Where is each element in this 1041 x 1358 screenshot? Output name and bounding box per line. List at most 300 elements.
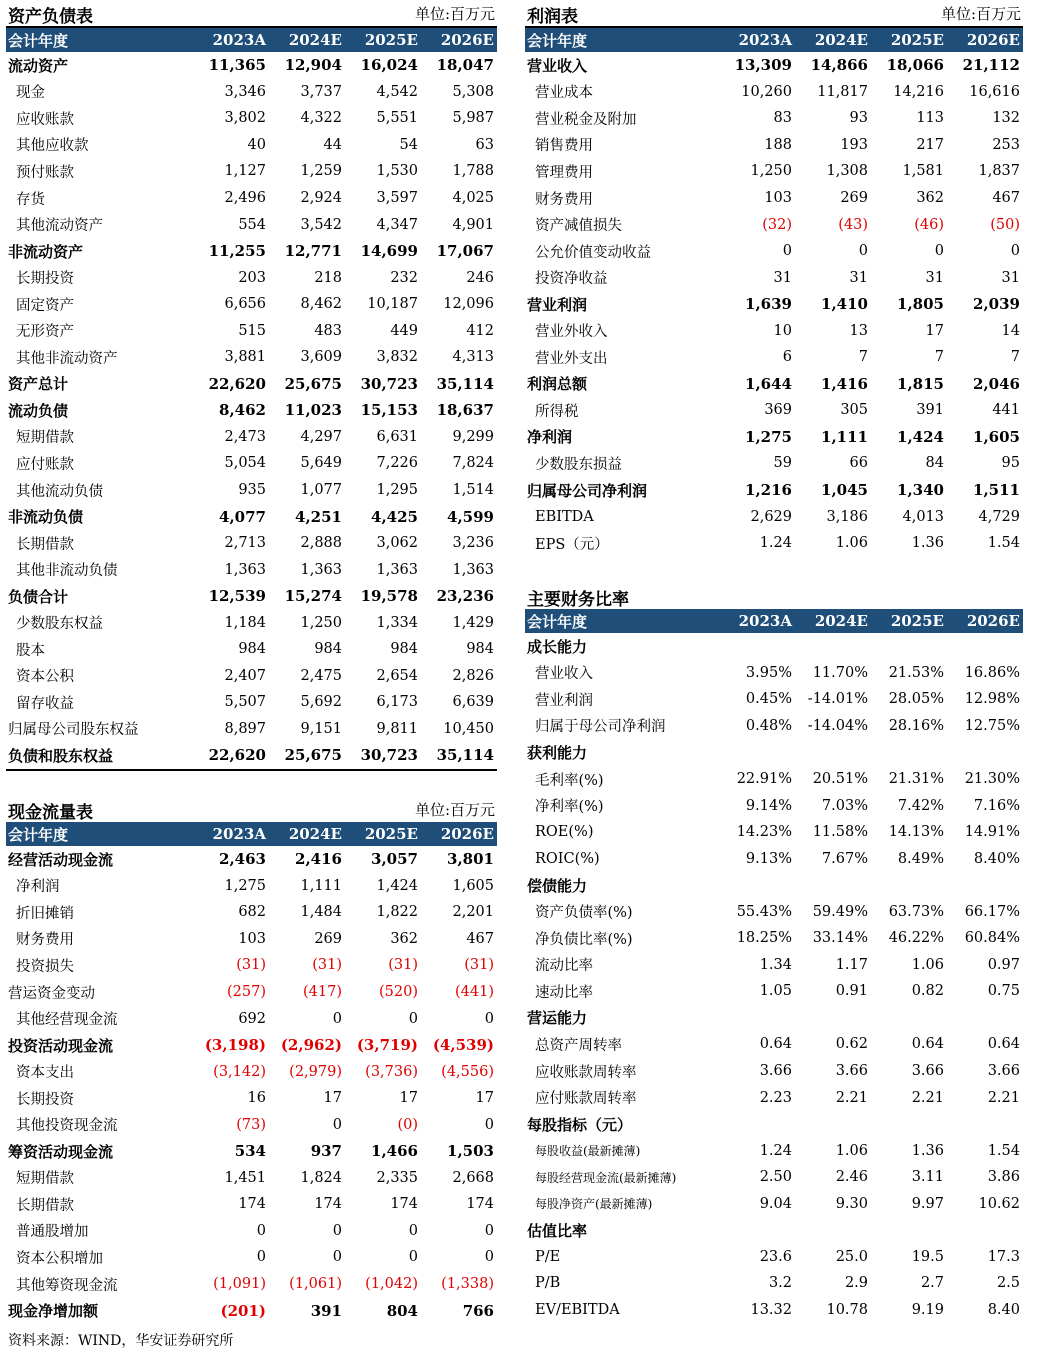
row-label: 流动负债 bbox=[8, 401, 69, 420]
value-cell: 3,062 bbox=[376, 535, 418, 552]
value-cell: 3,057 bbox=[371, 850, 418, 869]
value-cell: 2.21 bbox=[911, 1089, 944, 1106]
table-row bbox=[6, 1032, 497, 1059]
value-cell: 40 bbox=[247, 136, 266, 153]
value-cell: 3.2 bbox=[768, 1275, 792, 1292]
row-label: 毛利率(%) bbox=[535, 772, 604, 789]
row-label: P/E bbox=[535, 1248, 561, 1265]
value-cell: 66 bbox=[849, 455, 868, 472]
value-cell: 2,924 bbox=[300, 190, 342, 206]
table-row bbox=[525, 1137, 1023, 1164]
value-cell: 18,637 bbox=[436, 401, 494, 420]
value-cell: 1.05 bbox=[759, 983, 792, 1000]
empty-cell bbox=[947, 633, 1023, 660]
value-cell: 31 bbox=[1001, 269, 1020, 286]
row-label: 资产减值损失 bbox=[535, 218, 622, 235]
value-cell: 7.42% bbox=[897, 797, 944, 814]
value-cell: 0.97 bbox=[987, 956, 1020, 973]
value-cell: (31) bbox=[312, 957, 342, 974]
value-cell: 55.43% bbox=[736, 903, 792, 920]
value-cell: 30,723 bbox=[360, 374, 418, 393]
table-row bbox=[6, 846, 497, 873]
row-label: 净负债比率(%) bbox=[535, 931, 633, 948]
row-label: 长期借款 bbox=[16, 1197, 74, 1214]
value-cell: 2,039 bbox=[973, 295, 1020, 314]
value-cell: 17 bbox=[323, 1090, 342, 1107]
value-cell: 11,365 bbox=[208, 56, 266, 75]
value-cell: 1,815 bbox=[897, 374, 944, 393]
value-cell: 0.75 bbox=[987, 983, 1020, 1000]
value-cell: 391 bbox=[916, 402, 944, 419]
value-cell: 1,639 bbox=[745, 295, 792, 314]
cashflow-panel bbox=[6, 796, 497, 1324]
table-row bbox=[6, 132, 497, 159]
value-cell: 0.91 bbox=[835, 983, 868, 1000]
value-cell: 14,216 bbox=[893, 83, 944, 100]
table-row bbox=[6, 1191, 497, 1218]
row-label: 应收账款 bbox=[16, 111, 74, 128]
value-cell: 1.24 bbox=[759, 535, 792, 552]
value-cell: 63 bbox=[475, 136, 494, 153]
table-row bbox=[525, 1031, 1023, 1058]
table-row bbox=[6, 317, 497, 344]
header-year: 2026E bbox=[947, 609, 1023, 633]
value-cell: 14 bbox=[1001, 322, 1020, 339]
empty-cell bbox=[719, 1005, 795, 1032]
value-cell: 203 bbox=[238, 269, 266, 286]
value-cell: 11.58% bbox=[812, 824, 868, 841]
value-cell: 2,046 bbox=[973, 374, 1020, 393]
table-row bbox=[525, 633, 1023, 660]
value-cell: 412 bbox=[466, 322, 494, 339]
value-cell: 14.91% bbox=[964, 824, 1020, 841]
row-label: 无形资产 bbox=[16, 324, 74, 341]
row-label: 应付账款 bbox=[16, 456, 74, 473]
income-statement-title: 利润表 bbox=[527, 7, 578, 27]
value-cell: (73) bbox=[236, 1116, 266, 1133]
row-label: 营业税金及附加 bbox=[535, 111, 637, 128]
row-label: 长期投资 bbox=[16, 271, 74, 288]
value-cell: 1,259 bbox=[300, 163, 342, 180]
empty-cell bbox=[947, 739, 1023, 766]
row-label: 非流动资产 bbox=[8, 242, 84, 261]
value-cell: 1,363 bbox=[452, 561, 494, 578]
value-cell: 7 bbox=[858, 349, 868, 366]
table-row bbox=[525, 713, 1023, 740]
value-cell: 692 bbox=[238, 1010, 266, 1027]
table-row bbox=[6, 926, 497, 953]
table-row bbox=[6, 1005, 497, 1032]
value-cell: 59.49% bbox=[812, 903, 868, 920]
value-cell: 16.86% bbox=[964, 664, 1020, 681]
value-cell: 2.23 bbox=[759, 1089, 792, 1106]
value-cell: 3.66 bbox=[987, 1063, 1020, 1080]
row-label: 获利能力 bbox=[527, 743, 588, 762]
value-cell: 2,475 bbox=[300, 667, 342, 684]
value-cell: 4,251 bbox=[295, 507, 342, 526]
table-row bbox=[6, 344, 497, 371]
row-label: ROIC(%) bbox=[535, 850, 600, 867]
header-label: 会计年度 bbox=[6, 28, 193, 52]
value-cell: 1,127 bbox=[224, 163, 266, 180]
value-cell: 19,578 bbox=[360, 587, 418, 606]
value-cell: 0 bbox=[256, 1249, 266, 1266]
value-cell: 21.53% bbox=[888, 664, 944, 681]
row-label: 负债合计 bbox=[8, 587, 69, 606]
cashflow-title-row bbox=[6, 796, 497, 822]
value-cell: 12,096 bbox=[443, 296, 494, 313]
table-row bbox=[525, 872, 1023, 899]
header-year: 2024E bbox=[269, 822, 345, 846]
value-cell: 3.66 bbox=[911, 1063, 944, 1080]
value-cell: 766 bbox=[462, 1301, 494, 1320]
value-cell: 1,581 bbox=[902, 163, 944, 180]
value-cell: 0 bbox=[484, 1222, 494, 1239]
row-label: 营运能力 bbox=[527, 1009, 588, 1028]
value-cell: 0 bbox=[408, 1222, 418, 1239]
value-cell: 7.67% bbox=[821, 850, 868, 867]
value-cell: 4,901 bbox=[452, 216, 494, 233]
value-cell: 449 bbox=[390, 322, 418, 339]
value-cell: 1,644 bbox=[745, 374, 792, 393]
table-row bbox=[6, 742, 497, 770]
table-row bbox=[525, 1270, 1023, 1297]
value-cell: 66.17% bbox=[964, 903, 1020, 920]
value-cell: 8.49% bbox=[897, 850, 944, 867]
value-cell: 1.36 bbox=[911, 535, 944, 552]
value-cell: 93 bbox=[849, 110, 868, 127]
table-row bbox=[525, 845, 1023, 872]
empty-cell bbox=[871, 1005, 947, 1032]
empty-cell bbox=[795, 1005, 871, 1032]
value-cell: 305 bbox=[840, 402, 868, 419]
value-cell: 10,450 bbox=[443, 720, 494, 737]
table-row bbox=[6, 158, 497, 185]
table-header-row bbox=[525, 609, 1023, 633]
value-cell: 12.75% bbox=[964, 717, 1020, 734]
value-cell: 1,837 bbox=[978, 163, 1020, 180]
value-cell: 19.5 bbox=[911, 1248, 944, 1265]
value-cell: 54 bbox=[399, 136, 418, 153]
value-cell: 9.30 bbox=[835, 1195, 868, 1212]
value-cell: (1,042) bbox=[365, 1276, 418, 1293]
row-label: 投资损失 bbox=[16, 958, 74, 975]
row-label: 资本公积增加 bbox=[16, 1250, 103, 1267]
value-cell: 28.05% bbox=[888, 691, 944, 708]
header-year: 2026E bbox=[421, 28, 497, 52]
row-label: 投资活动现金流 bbox=[8, 1036, 114, 1055]
table-header-row bbox=[6, 28, 497, 52]
value-cell: 5,308 bbox=[452, 83, 494, 100]
value-cell: (3,719) bbox=[356, 1036, 418, 1055]
table-row bbox=[6, 952, 497, 979]
table-row bbox=[6, 873, 497, 900]
value-cell: 17.3 bbox=[987, 1248, 1020, 1265]
income-statement-unit: 单位:百万元 bbox=[940, 5, 1021, 23]
ratios-title-row bbox=[525, 583, 1023, 609]
value-cell: (32) bbox=[762, 216, 792, 233]
empty-cell bbox=[947, 872, 1023, 899]
value-cell: 10 bbox=[773, 322, 792, 339]
value-cell: 0 bbox=[332, 1010, 342, 1027]
value-cell: 362 bbox=[390, 930, 418, 947]
table-row bbox=[6, 1244, 497, 1271]
table-row bbox=[6, 1111, 497, 1138]
row-label: 营业外支出 bbox=[535, 350, 608, 367]
value-cell: 1,111 bbox=[300, 877, 342, 894]
empty-cell bbox=[947, 1217, 1023, 1244]
empty-cell bbox=[795, 872, 871, 899]
row-label: 其他投资现金流 bbox=[16, 1118, 118, 1135]
value-cell: 174 bbox=[314, 1196, 342, 1213]
value-cell: 14.23% bbox=[736, 824, 792, 841]
value-cell: 16,616 bbox=[969, 83, 1020, 100]
value-cell: (1,091) bbox=[213, 1276, 266, 1293]
value-cell: 11,023 bbox=[284, 401, 342, 420]
value-cell: 13,309 bbox=[734, 56, 792, 75]
value-cell: 4,542 bbox=[376, 83, 418, 100]
value-cell: 5,692 bbox=[300, 694, 342, 711]
value-cell: 21,112 bbox=[962, 56, 1020, 75]
row-label: EBITDA bbox=[535, 508, 594, 525]
value-cell: 0 bbox=[332, 1222, 342, 1239]
value-cell: 12.98% bbox=[964, 691, 1020, 708]
value-cell: 132 bbox=[992, 110, 1020, 127]
value-cell: 1,484 bbox=[300, 904, 342, 921]
value-cell: 14,866 bbox=[810, 56, 868, 75]
balance-sheet-title: 资产负债表 bbox=[8, 7, 93, 27]
value-cell: (4,539) bbox=[432, 1036, 494, 1055]
value-cell: 3,236 bbox=[452, 535, 494, 552]
value-cell: 467 bbox=[466, 930, 494, 947]
value-cell: 103 bbox=[764, 190, 792, 206]
table-row bbox=[6, 583, 497, 610]
value-cell: 1,424 bbox=[897, 427, 944, 446]
value-cell: 44 bbox=[323, 136, 342, 153]
row-label: 财务费用 bbox=[16, 932, 74, 949]
table-row bbox=[525, 766, 1023, 793]
value-cell: 1.36 bbox=[911, 1142, 944, 1159]
row-label: 留存收益 bbox=[16, 695, 74, 712]
value-cell: 1,334 bbox=[376, 614, 418, 631]
value-cell: 3.66 bbox=[835, 1063, 868, 1080]
value-cell: 2,713 bbox=[224, 535, 266, 552]
balance-sheet-panel bbox=[6, 0, 497, 771]
value-cell: 391 bbox=[310, 1301, 342, 1320]
value-cell: 35,114 bbox=[421, 742, 497, 770]
value-cell: 232 bbox=[390, 269, 418, 286]
value-cell: 18,047 bbox=[436, 56, 494, 75]
value-cell: 1,530 bbox=[376, 163, 418, 180]
table-header-row bbox=[525, 28, 1023, 52]
value-cell: 2,463 bbox=[219, 850, 266, 869]
table-row bbox=[525, 925, 1023, 952]
value-cell: 7 bbox=[934, 349, 944, 366]
value-cell: 1,275 bbox=[745, 427, 792, 446]
value-cell: (1,061) bbox=[289, 1276, 342, 1293]
value-cell: 441 bbox=[992, 402, 1020, 419]
value-cell: (257) bbox=[227, 984, 266, 1000]
table-row bbox=[525, 1005, 1023, 1032]
value-cell: 17 bbox=[925, 322, 944, 339]
header-year: 2023A bbox=[719, 609, 795, 633]
value-cell: 5,507 bbox=[224, 694, 266, 711]
table-row bbox=[6, 185, 497, 212]
table-row bbox=[525, 79, 1023, 106]
value-cell: 0.45% bbox=[745, 691, 792, 708]
value-cell: 1,605 bbox=[973, 427, 1020, 446]
income-statement-panel bbox=[525, 0, 1023, 556]
value-cell: (3,736) bbox=[365, 1063, 418, 1080]
value-cell: 4,322 bbox=[300, 110, 342, 127]
row-label: 归属母公司股东权益 bbox=[8, 722, 139, 739]
value-cell: 9.13% bbox=[745, 850, 792, 867]
table-row bbox=[525, 952, 1023, 979]
value-cell: 12,904 bbox=[284, 56, 342, 75]
row-label: 其他流动负债 bbox=[16, 483, 103, 500]
value-cell: 6 bbox=[782, 349, 792, 366]
value-cell: 21.30% bbox=[964, 771, 1020, 787]
table-row bbox=[6, 238, 497, 265]
row-label: 资产负债率(%) bbox=[535, 905, 633, 922]
value-cell: 6,173 bbox=[376, 694, 418, 711]
value-cell: 23,236 bbox=[436, 587, 494, 606]
table-row bbox=[525, 660, 1023, 687]
cashflow-unit: 单位:百万元 bbox=[414, 801, 495, 819]
value-cell: 7 bbox=[1010, 349, 1020, 366]
value-cell: 25,675 bbox=[284, 374, 342, 393]
table-row bbox=[6, 1138, 497, 1165]
table-row bbox=[6, 79, 497, 106]
value-cell: 217 bbox=[916, 136, 944, 153]
table-row bbox=[525, 185, 1023, 212]
value-cell: 193 bbox=[840, 136, 868, 153]
empty-cell bbox=[795, 1217, 871, 1244]
value-cell: 269 bbox=[840, 190, 868, 206]
table-row bbox=[6, 291, 497, 318]
value-cell: 25,675 bbox=[269, 742, 345, 770]
row-label: 偿债能力 bbox=[527, 876, 588, 895]
value-cell: 4,425 bbox=[371, 507, 418, 526]
value-cell: 0.64 bbox=[759, 1036, 792, 1053]
table-row bbox=[6, 1058, 497, 1085]
empty-cell bbox=[795, 633, 871, 660]
value-cell: 0.64 bbox=[987, 1036, 1020, 1053]
value-cell: 46.22% bbox=[888, 930, 944, 947]
value-cell: 60.84% bbox=[964, 930, 1020, 947]
value-cell: 984 bbox=[238, 641, 266, 658]
row-label: 预付账款 bbox=[16, 164, 74, 181]
row-label: 所得税 bbox=[535, 403, 579, 420]
value-cell: 2.9 bbox=[844, 1275, 868, 1292]
row-label: 流动比率 bbox=[535, 958, 593, 975]
value-cell: 534 bbox=[234, 1142, 266, 1161]
row-label: 营业外收入 bbox=[535, 324, 608, 341]
table-row bbox=[525, 132, 1023, 159]
value-cell: 269 bbox=[314, 930, 342, 947]
row-label: 投资净收益 bbox=[535, 271, 608, 288]
value-cell: 7.03% bbox=[821, 797, 868, 814]
value-cell: 7,226 bbox=[376, 455, 418, 472]
value-cell: 2,654 bbox=[376, 667, 418, 684]
table-row bbox=[525, 450, 1023, 477]
value-cell: (2,962) bbox=[280, 1036, 342, 1055]
table-row bbox=[525, 158, 1023, 185]
value-cell: 1,250 bbox=[300, 614, 342, 631]
value-cell: 0 bbox=[484, 1249, 494, 1266]
ratios-panel bbox=[525, 583, 1023, 1323]
table-row bbox=[525, 1111, 1023, 1138]
row-label: 现金净增加额 bbox=[8, 1302, 99, 1321]
value-cell: 3,801 bbox=[447, 850, 494, 869]
income-statement-table bbox=[525, 28, 1023, 556]
table-row bbox=[6, 556, 497, 583]
value-cell: 246 bbox=[466, 269, 494, 286]
row-label: 流动资产 bbox=[8, 56, 69, 75]
table-row bbox=[6, 1218, 497, 1245]
header-year: 2025E bbox=[871, 28, 947, 52]
table-row bbox=[6, 1271, 497, 1298]
row-label: 长期借款 bbox=[16, 536, 74, 553]
value-cell: 2,668 bbox=[452, 1169, 494, 1186]
header-label: 会计年度 bbox=[525, 28, 719, 52]
value-cell: 1,824 bbox=[300, 1169, 342, 1186]
table-row bbox=[525, 397, 1023, 424]
value-cell: 8,897 bbox=[224, 720, 266, 737]
row-label: 速动比率 bbox=[535, 984, 593, 1001]
value-cell: 0 bbox=[408, 1249, 418, 1266]
value-cell: 218 bbox=[314, 269, 342, 286]
value-cell: 1,805 bbox=[897, 295, 944, 314]
value-cell: 7.16% bbox=[973, 797, 1020, 814]
table-row bbox=[6, 609, 497, 636]
value-cell: 4,313 bbox=[452, 349, 494, 366]
row-label: EV/EBITDA bbox=[535, 1301, 620, 1318]
value-cell: 0 bbox=[1010, 243, 1020, 260]
value-cell: 9.19 bbox=[911, 1301, 944, 1318]
value-cell: 2,473 bbox=[224, 428, 266, 445]
value-cell: 0 bbox=[934, 243, 944, 260]
value-cell: 984 bbox=[314, 641, 342, 658]
value-cell: 984 bbox=[390, 641, 418, 658]
value-cell: 1,216 bbox=[745, 481, 792, 500]
value-cell: 1,410 bbox=[821, 295, 868, 314]
empty-cell bbox=[871, 739, 947, 766]
value-cell: 1,295 bbox=[376, 482, 418, 499]
value-cell: 467 bbox=[992, 190, 1020, 206]
value-cell: 1,363 bbox=[376, 561, 418, 578]
value-cell: 2,629 bbox=[750, 508, 792, 525]
value-cell: 3,186 bbox=[826, 508, 868, 525]
value-cell: 13.32 bbox=[750, 1301, 792, 1318]
value-cell: (3,198) bbox=[204, 1036, 266, 1055]
table-row bbox=[525, 686, 1023, 713]
row-label: 利润总额 bbox=[527, 375, 588, 394]
value-cell: 4,013 bbox=[902, 508, 944, 525]
row-label: 其他筹资现金流 bbox=[16, 1277, 118, 1294]
table-row bbox=[525, 1244, 1023, 1271]
table-row bbox=[525, 739, 1023, 766]
value-cell: 0 bbox=[408, 1010, 418, 1027]
value-cell: 1,514 bbox=[452, 482, 494, 499]
table-row bbox=[6, 1165, 497, 1192]
table-row bbox=[6, 530, 497, 557]
value-cell: 2.5 bbox=[996, 1275, 1020, 1292]
table-row bbox=[6, 371, 497, 398]
value-cell: 5,987 bbox=[452, 110, 494, 127]
empty-cell bbox=[871, 1111, 947, 1138]
value-cell: 6,631 bbox=[376, 428, 418, 445]
